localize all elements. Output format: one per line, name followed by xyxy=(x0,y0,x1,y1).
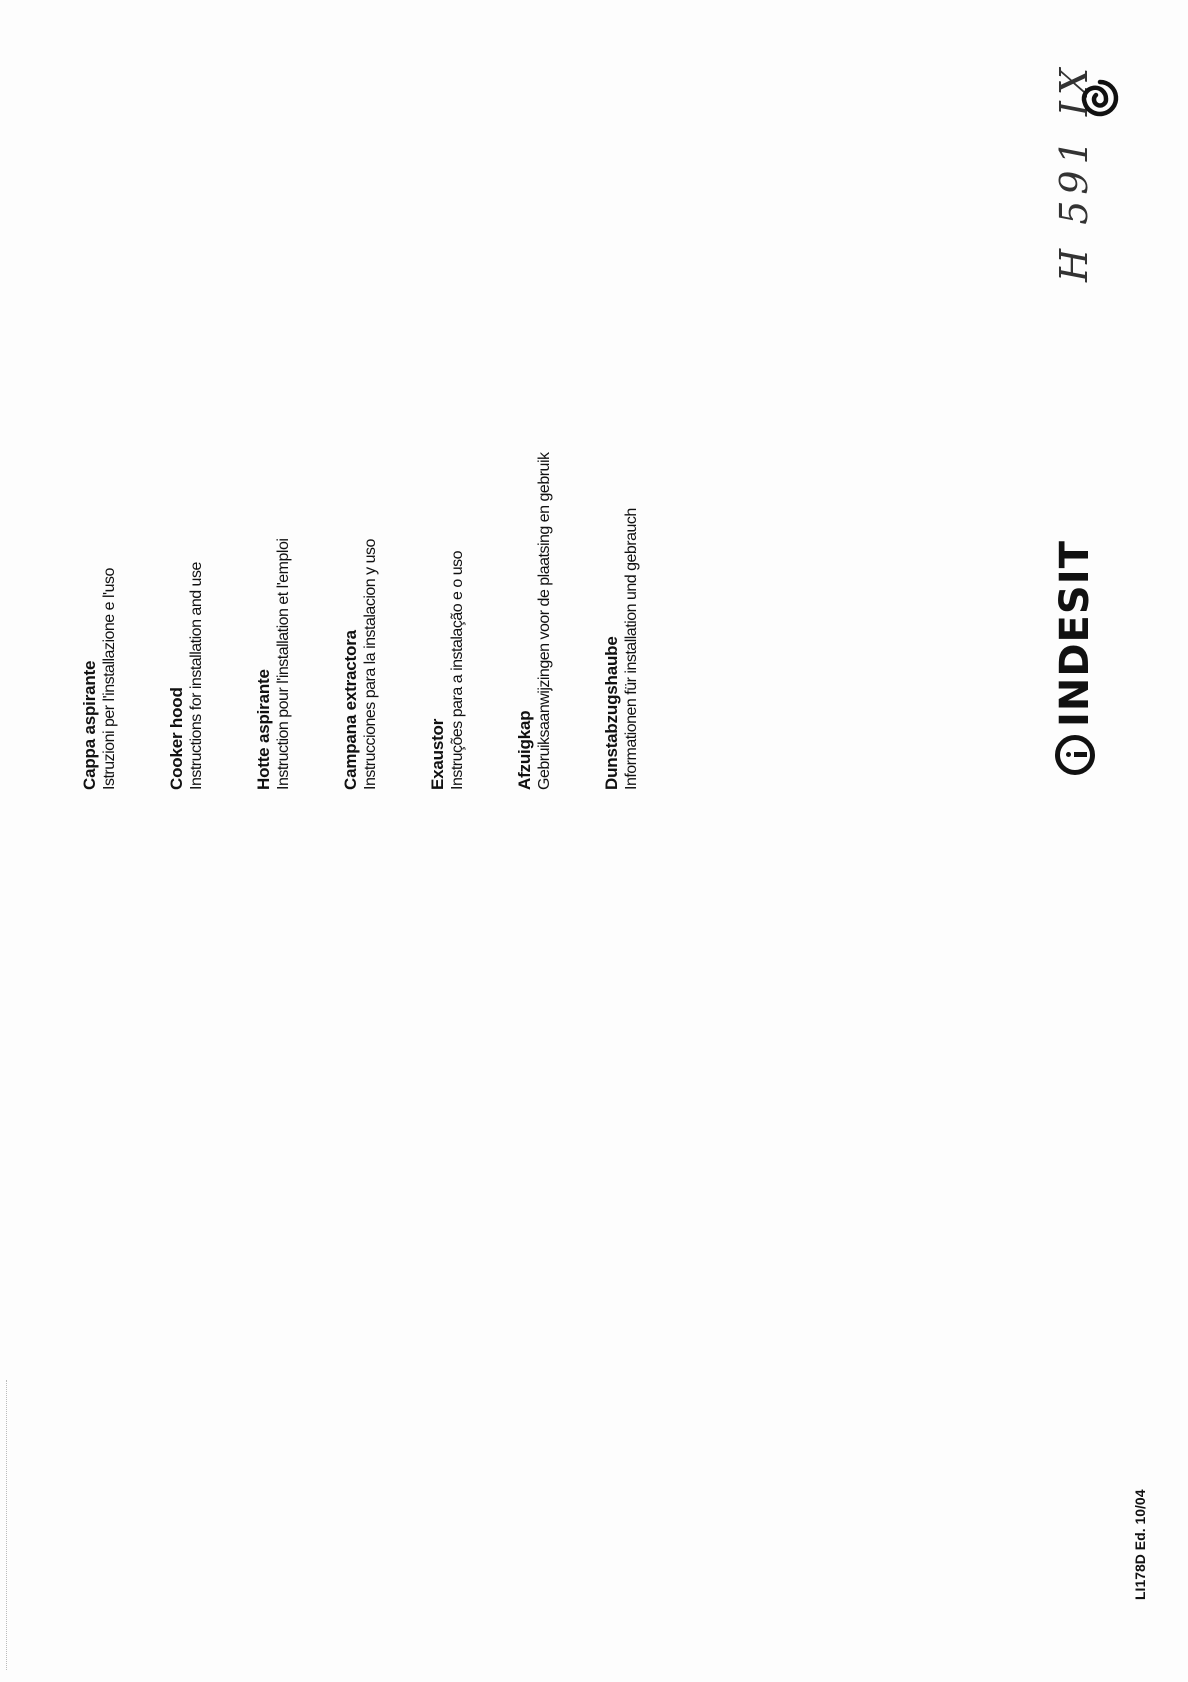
entry-portuguese xyxy=(428,551,467,790)
entry-title: Campana extractora xyxy=(341,630,360,790)
entry-title: Cappa aspirante xyxy=(80,660,99,790)
entry-subtitle: Instruction pour l'installation et l'emploi xyxy=(275,538,292,790)
entry-french xyxy=(254,539,293,790)
entry-subtitle: Gebruiksaanwijzingen voor de plaatsing en gebruik xyxy=(536,452,553,790)
entry-subtitle: Instrucciones para la instalacion y uso xyxy=(362,539,379,790)
entry-subtitle: Instruções para a instalação e o uso xyxy=(449,550,466,790)
entry-spanish xyxy=(341,539,380,790)
entry-title: Afzuigkap xyxy=(515,710,534,790)
entry-title: Dunstabzugshaube xyxy=(602,636,621,790)
brand-name: INDESIT xyxy=(1052,540,1098,727)
entry-title: Hotte aspirante xyxy=(254,669,273,790)
entry-italian xyxy=(80,568,119,790)
document-code: LI178D Ed. 10/04 xyxy=(1132,1489,1148,1600)
swirl-logo-icon xyxy=(1080,78,1120,118)
scan-edge-mark xyxy=(6,1380,8,1670)
entry-subtitle: Instructions for installation and use xyxy=(188,562,205,790)
entry-subtitle: Istruzioni per l'installazione e l'uso xyxy=(101,568,118,790)
entry-english xyxy=(167,562,206,790)
entry-subtitle: Informationen für installation und gebrauch xyxy=(623,508,640,790)
entry-title: Exaustor xyxy=(428,718,447,790)
indesit-logo-icon xyxy=(1055,735,1095,775)
entry-dutch xyxy=(515,453,554,791)
handwritten-model-note: H 591 IX xyxy=(1052,62,1096,282)
brand-logo xyxy=(1052,540,1098,775)
entry-german xyxy=(602,508,641,790)
entry-title: Cooker hood xyxy=(167,687,186,790)
